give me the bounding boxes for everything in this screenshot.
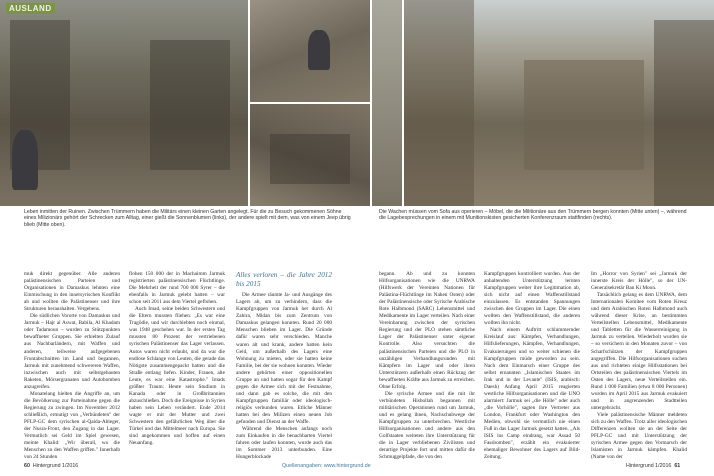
page-number-left: 60 [24,463,30,469]
paragraph: Tatsächlich gelang es dem UNRWA, dem Internationalen Komitee vom Roten Kreuz und dem Arabischen Roten Halbmond auch während dieser Krise, an bestimmten Verteilstellen Lebensmittel, Medikamente und Tabletten für die Wasserreinigung in Jarmuk zu verteilen. Wiederholt wurden sie – so versichern in den Monaten zuvor – von Scharfschützen der Kampfgruppen angegriffen. Die Hilfsorganisationen suchen aus und richteten einige Hilfsstationen bei Ortsteilen des palästinensischen Viertels im Osten des Lagers, neue Verteilstellen ein. Rund 1 000 Familien (etwa 8 000 Personen) wurden im April 2015 aus Jarmuk evakuiert und in angrenzenden Stadtteilen untergebracht. [591,292,687,411]
page-number-right: 61 [674,463,681,469]
paragraph: Die syrische Armee und die mit ihr verbündeten Hisbollah begannen mit militärischen Operationen rund um Jarmuk, und es gelang ihnen, Nachschubwege der Kampfgruppen zu unterbrechen. Westliche Hilfsorganisationen und andere aus den Golfstaaten weiteten ihre Unterstützung für die in Lager verbliebenen Zivilisten und derartige Projekte fort und mitten dafür die Schmuggelpfade, die von den [379,390,475,461]
text-column-5 [484,271,580,461]
paragraph: Während die Menschen anfangs noch zum Einkaufen in die benachbarten Viertel fahren oder laufen konnten, wurde auch das im Sommer 2013 unterbunden. Eine Hungerblockade [236,426,332,461]
text-column-4 [379,271,475,461]
photo-spread [0,0,714,206]
text-column-2 [129,271,225,447]
paragraph: Die Armee räumte Ja- und Ausgänge des Lagers ab, um zu verhindern, dass die Kampfgruppen von Jarmuk her durch Al Zahira, Midan bis zum Zentrum von Damaskus gelangen konnten. Rund 20 000 Menschen blieben im Lager. Die Gründe dafür waren sehr verschieden. Manche waren alt und krank, andere hatten kein Geld, um außerhalb des Lagers eine Wohnung zu mieten, oder sie hatten keine Familie, bei der sie wohnen konnten. Wieder andere gehörten einer oppositionellen Gruppe an und hatten sogar für den Kampf gegen die Armee sich mit der Festnahme, und dann gab es solche, die mit den Kampfgruppen familiär oder ideologisch-religiös verbunden waren. Etliche Männer hatten bei den Milizen einen neuen Job gefunden und Dienst an der Waffe. [236,292,332,426]
footer-title-right: Hintergrund 1/2016 [626,463,672,469]
paragraph: Auch Imad, seine beiden Schwestern und die Eltern mussten fliehen. „Es war eine Tragödie, und wir durchlebten noch einmal, was 1948 geschehen war. In der ersten Tag mussten 80 Prozent der vertriebenen syrischen Palästinenser das Lager verlassen. Autos waren nicht erlaubt, und da war die endlose Schlange von Leuten, die gerade das Nötigste zusammengepackt hatten und die Straße entlang liefen. Kinder, Frauen, alte Leute, es war eine Katastrophe." Imads größter Traum: Heute sein Studium in Kanada oder in Großbritannien abzuschließen. Doch die Ereignisse in Syrien haben sein Leben verändert. Ende 2014 wagte er mit der Mutter und zwei Schwestern den gefährlichen Weg über die Türkei und das Mittelmeer nach Europa. Sie sind angekommen und hoffen auf einen Neuanfang. [129,306,225,447]
footer-title-left: Hintergrund 1/2016 [32,463,79,469]
paragraph: Im „Horror von Syrien" sei „Jarmuk der innerste Kreis der Hölle", so der UN-Generalsekretär Ban Ki Moon. [591,271,687,292]
paragraph: Die südlichen Vororte von Damaskus und Jarmuk – Hajr al Aswat, Babila, Al Khadam oder Tadamoun – wurden zu Stützpunkten bewaffneter Gruppen. Sie erhielten Zulauf aus Nachbarländern, mit Waffen und anderen, teilweise aufgegebenen Frontabschnitten im Land und begannen, Jarmuk mit zunehmend schwereren Waffen, inzwischen auch mit selbstgebauten Raketen, Mörsergranaten und Autobomben anzugreifen. [24,313,120,390]
photo-caption-left: Leben inmitten der Ruinen. Zwischen Trümmern haben die Militärs einen kleinen Garten angelegt. Für die zu Besuch gekommenen Söhne eines Milizionärs gehört der Schrecken zum Alltag, einer gießt die Sonnenblumen (links), der andere spielt mit dem, was von einem Jeep übrig blieb (Mitte oben). [24,209,351,228]
footer-left [24,463,78,469]
photo-gutter-strip [372,0,402,206]
paragraph: Viele palästinensische Männer meldeten sich zu den Waffen. Trotz aller ideologischen Differenzen wollten sie an der Seite der PFLP-GC und mit Unterstützung der syrischen Armee gegen den Vormarsch der Islamisten in Jarmuk kämpfen. Khalid (Name von der [591,411,687,461]
text-column-1 [24,271,120,461]
section-subheading: Alles verloren – die Jahre 2012 bis 2015 [236,271,332,288]
paragraph: Monatelang hielten die Angriffe an, um die Bevölkerung zur Parteinahme gegen die Regierung zu zwingen. Im November 2012 schließlich, ermutigt von „Verbündeten" der PFLP-GC dem syrischen al-Qaida-Ableger, der Nusra-Front, den Zugang in das Lager. Vermutlich sei Geld im Spiel gewesen, meinte Khalid: „Wir überall, wo die Menschen zu den Waffen griffen." Innerhalb von 24 Stunden [24,390,120,461]
photo-sofa-rubble [250,104,370,206]
paragraph: begann. Ab und zu konnten Hilfsorganisationen wie die UNRWA (Hilfswerk der Vereinten Nationen für Palästina-Flüchtlinge im Nahen Osten) oder der Palästinensische oder Syrische Arabische Rote Halbmond (SARC) Lebensmittel und Medikamente im Lager verteilen. Nach einer Vereinbarung zwischen der syrischen Regierung und der PLO stehen sämtliche Lager der Palästinenser unter eigener Kontrolle. Also versuchten die palästinensischen Parteien und die PLO in unzähligen Verhandlungsrunden mit Kämpfern im Lager und oder ihren Unterstützern außerhalb einen Rückzug der bewaffneten Kräfte aus Jarmuk zu erreichen. Ohne Erfolg. [379,271,475,390]
paragraph: Nach einem Auftritt schlummernder Kreislauf aus: Kämpfen, Verhandlungen, Hilfslieferungen, Kämpfen, Verhandlungen, Evakuierungen und so weiter schienen die Kampfgruppen müde geworden zu sein. Nach dem Einmarsch einer Gruppe des selbst ernannten „Islamischen Staates im Irak und in der Levante" (ISIS, arabisch: Daesh) Anfang April 2015 reagierten westliche Hilfsorganisationen und die UNO alarmiert: Jarmuk sei „die Hölle" oder auch „die Vorhölle", sagten ihre Vertreter aus London, Frankfurt oder Washington den Medien, obwohl sie vermutlich nie einen Fuß in das Lager Jarmuk gesetzt hatten. „Als ISIS ins Camp eindrang, war Assad 50 Fassbomben", erzählt ein evakuierter ehemaliger Bewohner des Lagers auf Bild-Zeitung. [484,327,580,461]
paragraph: Kampfgruppen kontrolliert wurden. Aus der anhaltenden Unterstützung lernten Kampfgruppen weiter ihre Legitimation ab, sich nicht auf einen Waffenstillstand einzulassen. Es entstanden Spannungen zwischen den Gruppen im Lager. Die einen wollten den Waffenstillstand, die anderen wollten ihn nicht. [484,271,580,327]
text-column-3 [236,271,332,461]
photo-boy-jeep [250,0,370,102]
paragraph: muk direkt gegenüber. Alle anderen palästinensischen Parteien und Organisationen in Damaskus lehnten eine Einmischung in den innersyrischen Konflikt ab und wollten die Palästinenser und ihre Strukturen heraushalten. Vergebens. [24,271,120,313]
paragraph: flohen 150 000 der in Machaimm Jarmuk registrierten palästinensischen Flüchtlinge. Die Mehrheit der rund 700 000 Syrer – die ebenfalls in Jarmuk gelebt hatten – war schon seit 2011 aus dem Viertel geflohen. [129,271,225,306]
photo-ruins-garden [0,0,248,206]
section-label: AUSLAND [6,3,55,14]
text-column-6 [591,271,687,461]
photo-caption-right: Die Wachen müssen vom Sofa aus operieren – Möbel, die die Militionäre aus den Trümmern bergen konnten (Mitte unten) –, während die Lagebesprechungen in einem mit Munitionskisten gesicherten Konferenzraum stattfinden (rechts). [379,209,687,222]
photo-conference-room [404,0,714,206]
footer-right [626,463,680,469]
footer-source-link[interactable]: Quellenangaben: www.hintergrund.de [282,463,371,469]
